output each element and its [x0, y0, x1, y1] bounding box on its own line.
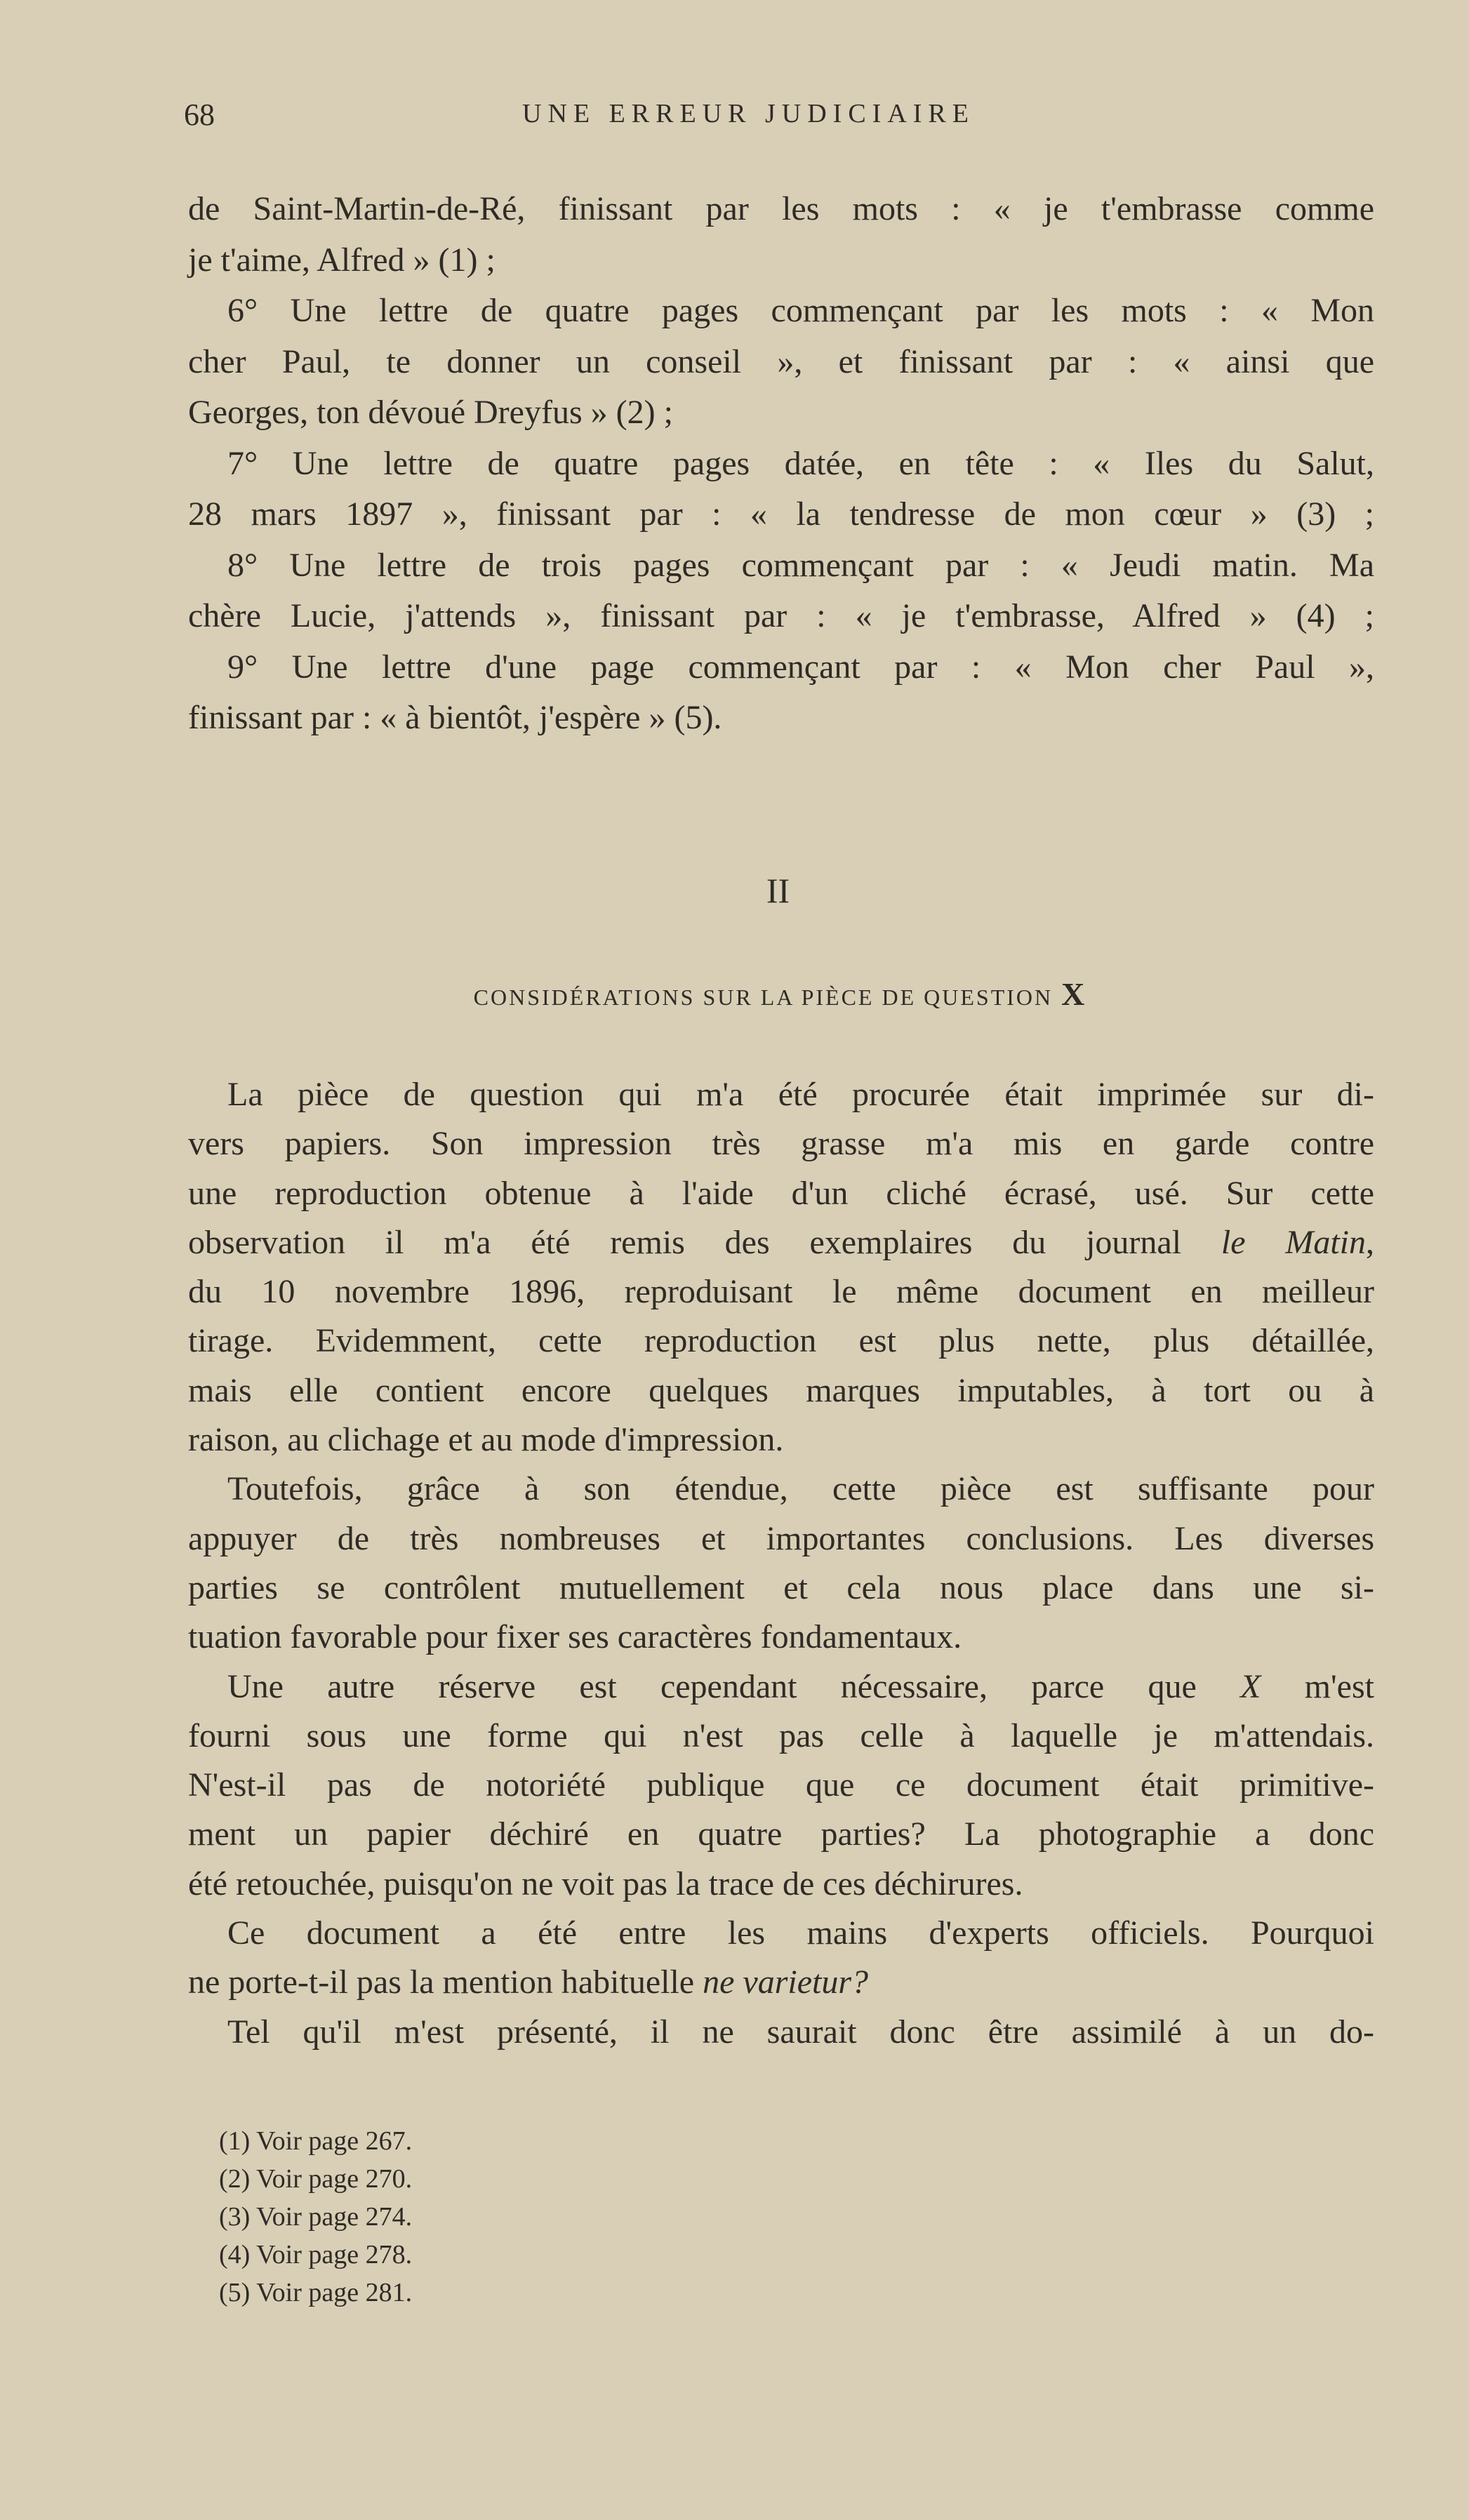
text-line [188, 235, 1374, 286]
text-segment: 8° Une lettre de trois pages commençant par : « Jeudi matin. Ma [227, 546, 1374, 584]
text-segment: observation il m'a été remis des exemplaires du journal [188, 1223, 1221, 1261]
text-segment: m'est [1261, 1667, 1374, 1705]
text-segment: de Saint-Martin-de-Ré, finissant par les mots : « je t'embrasse comme [188, 190, 1374, 227]
text-segment: Toutefois, grâce à son étendue, cette pièce est suffisante pour [227, 1470, 1374, 1508]
text-segment: 28 mars 1897 », finissant par : « la tendresse de mon cœur » (3) ; [188, 495, 1374, 533]
letter-list-paragraphs [188, 184, 1374, 744]
text-line [188, 540, 1374, 592]
text-line [188, 1810, 1374, 1859]
footnote: (5) Voir page 281. [219, 2278, 413, 2307]
text-line [188, 591, 1374, 642]
text-line [188, 1514, 1374, 1564]
text-line [188, 489, 1374, 540]
text-line [188, 1761, 1374, 1810]
text-segment: tuation favorable pour fixer ses caractères fondamentaux. [188, 1618, 962, 1656]
text-segment: Georges, ton dévoué Dreyfus » (2) ; [188, 394, 673, 431]
text-segment: appuyer de très nombreuses et importantes conclusions. Les diverses [188, 1519, 1374, 1557]
section-title [0, 975, 1469, 1013]
text-line [188, 1366, 1374, 1415]
text-segment: raison, au clichage et au mode d'impression. [188, 1421, 784, 1459]
section-title-text: CONSIDÉRATIONS SUR LA PIÈCE DE QUESTION [473, 985, 1053, 1010]
running-title: UNE ERREUR JUDICIAIRE [522, 99, 975, 128]
text-line [188, 693, 1374, 744]
text-line [188, 286, 1374, 337]
italic-text: X [1240, 1667, 1261, 1705]
text-line [188, 1218, 1374, 1267]
section-number: II [766, 871, 790, 910]
body-paragraphs [188, 1070, 1374, 2057]
text-segment: du 10 novembre 1896, reproduisant le même document en meilleur [188, 1273, 1374, 1311]
text-line [188, 1909, 1374, 1958]
text-segment: parties se contrôlent mutuellement et cela nous place dans une si- [188, 1568, 1374, 1606]
text-line [188, 1415, 1374, 1465]
text-line [188, 1662, 1374, 1712]
text-segment: Une autre réserve est cependant nécessaire, parce que [227, 1667, 1241, 1705]
page-number: 68 [184, 98, 215, 132]
text-line [188, 2008, 1374, 2057]
text-segment: chère Lucie, j'attends », finissant par : « je t'embrasse, Alfred » (4) ; [188, 597, 1374, 634]
footnote: (4) Voir page 278. [219, 2240, 413, 2269]
text-segment: cher Paul, te donner un conseil », et finissant par : « ainsi que [188, 342, 1374, 380]
text-line [188, 1267, 1374, 1316]
text-segment: fourni sous une forme qui n'est pas celle à laquelle je m'attendais. [188, 1716, 1374, 1754]
text-line [188, 337, 1374, 388]
text-segment: Tel qu'il m'est présenté, il ne saurait donc être assimilé à un do- [227, 2013, 1374, 2051]
text-segment: été retouchée, puisqu'on ne voit pas la trace de ces déchirures. [188, 1865, 1023, 1902]
italic-text: le Matin [1221, 1223, 1367, 1261]
text-segment: N'est-il pas de notoriété publique que ce document était primitive- [188, 1766, 1374, 1804]
text-line [188, 439, 1374, 490]
text-line [188, 1860, 1374, 1909]
text-segment: je t'aime, Alfred » (1) ; [188, 241, 496, 279]
italic-text: ne varietur? [703, 1964, 869, 2001]
text-segment: une reproduction obtenue à l'aide d'un cliché écrasé, usé. Sur cette [188, 1174, 1374, 1212]
text-line [188, 1070, 1374, 1119]
text-segment: 6° Une lettre de quatre pages commençant par les mots : « Mon [227, 292, 1374, 329]
text-segment: ne porte-t-il pas la mention habituelle [188, 1964, 703, 2001]
text-line [188, 1564, 1374, 1613]
text-line [188, 387, 1374, 439]
footnotes [219, 2122, 412, 2312]
section-title-letter: X [1061, 976, 1087, 1012]
text-segment: tirage. Evidemment, cette reproduction est plus nette, plus détaillée, [188, 1322, 1374, 1360]
text-segment: 7° Une lettre de quatre pages datée, en tête : « Iles du Salut, [227, 444, 1374, 482]
text-line [188, 1169, 1374, 1218]
text-segment: vers papiers. Son impression très grasse m'a mis en garde contre [188, 1125, 1374, 1163]
text-segment: , [1366, 1223, 1375, 1261]
footnote: (1) Voir page 267. [219, 2126, 413, 2156]
text-line [188, 642, 1374, 693]
text-line [188, 1465, 1374, 1514]
text-line [188, 1712, 1374, 1761]
text-line [188, 1316, 1374, 1366]
text-line [188, 1119, 1374, 1168]
text-segment: Ce document a été entre les mains d'experts officiels. Pourquoi [227, 1914, 1374, 1952]
text-line [188, 1613, 1374, 1662]
text-segment: finissant par : « à bientôt, j'espère » (5). [188, 699, 722, 736]
text-segment: mais elle contient encore quelques marques imputables, à tort ou à [188, 1371, 1374, 1409]
text-line [188, 1958, 1374, 2007]
text-segment: ment un papier déchiré en quatre parties? La photographie a donc [188, 1815, 1374, 1853]
text-segment: 9° Une lettre d'une page commençant par : « Mon cher Paul », [227, 648, 1374, 686]
text-line [188, 184, 1374, 235]
footnote: (3) Voir page 274. [219, 2202, 413, 2232]
text-segment: La pièce de question qui m'a été procurée était imprimée sur di- [227, 1076, 1374, 1113]
footnote: (2) Voir page 270. [219, 2164, 413, 2194]
